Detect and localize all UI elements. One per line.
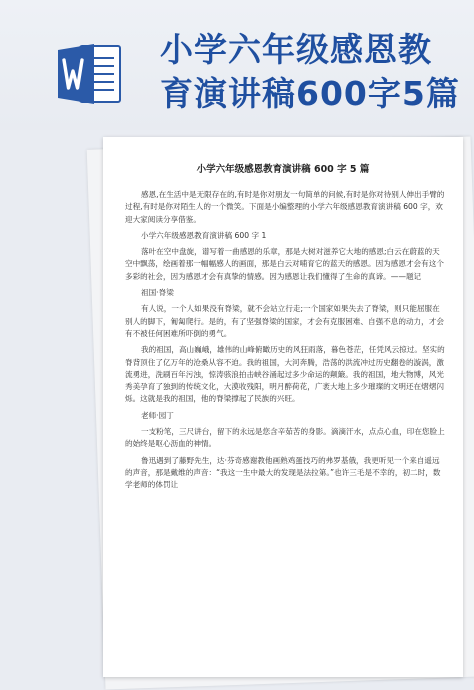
header-banner [0,0,474,130]
paragraph: 落叶在空中盘旋，谱写着一曲感恩的乐章，那是大树对滋养它大地的感恩;白云在蔚蓝的天空中飘荡，绘画着那一幅幅感人的画面，那是白云对哺育它的蓝天的感恩。因为感恩才会有这个多彩的社会，因为感恩才会有真挚的情感。因为感恩让我们懂得了生命的真谛。——题记 [125,247,444,281]
paragraph: 有人说，一个人如果没有脊梁，就不会站立行走;一个国家如果失去了脊梁，则只能屈服在别人的脚下，匍匐爬行。是的，有了坚强脊梁的国家，才会有克服困难、自强不息的动力，才会有不被任何困难所吓倒的勇气。 [125,304,444,338]
document-title: 小学六年级感恩教育演讲稿 600 字 5 篇 [196,164,370,175]
paragraph: 小学六年级感恩教育演讲稿 600 字 1 [141,230,267,240]
paragraph: 感恩,在生活中是无限存在的,有时是你对朋友一句简单的问候,有时是你对待别人伸出手臂的过程,有时是你对陌生人的一个微笑。下面是小编整理的小学六年级感恩教育演讲稿 600 字，欢迎大家阅读分享借鉴。 [125,190,445,224]
title-line-2: 育演讲稿600字5篇 [160,74,460,113]
paragraph: 老师·园丁 [141,410,174,420]
title-line-1: 小学六年级感恩教 [160,30,432,69]
paragraph: 鲁迅遇到了藤野先生，达·芬奇感谢教他画熟鸡蛋技巧的弗罗基俄，我更听见一个来自遥远的声音，那是戴维的声音：“我这一生中最大的发现是法拉第。”也许三毛是不幸的，初二时，数学老师的体罚让 [125,455,441,490]
page-title [160,28,460,116]
word-document-icon [54,38,126,110]
paragraph: 祖国·脊梁 [141,288,174,298]
document-body [125,189,445,496]
paragraph: 我的祖国，高山巍峨，雄伟的山峰俯瞰历史的风狂雨落，暮色苍茫，任凭风云掠过。坚实的脊背顶住了亿万年的沧桑从容不迫。我的祖国，大河奔腾，浩荡的洪流冲过历史翻卷的漩涡，激流勇进，洗刷百年污浊，惊涛骇浪拍击峡谷涌起过多少命运的颠簸。我的祖国，地大物博，风光秀美孕育了独到的传统文化，大漠收残阳，明月醉荷花，广袤大地上多少璀璨的文明还在熠熠闪烁。这就是我的祖国，他的脊梁撑起了民族的兴旺。 [125,345,445,404]
document-page [103,137,463,677]
paragraph: 一支粉笔，三尺讲台，留下的永远是您含辛茹苦的身影。滴滴汗水，点点心血，印在您脸上的始终是呕心沥血的神情。 [125,427,445,449]
